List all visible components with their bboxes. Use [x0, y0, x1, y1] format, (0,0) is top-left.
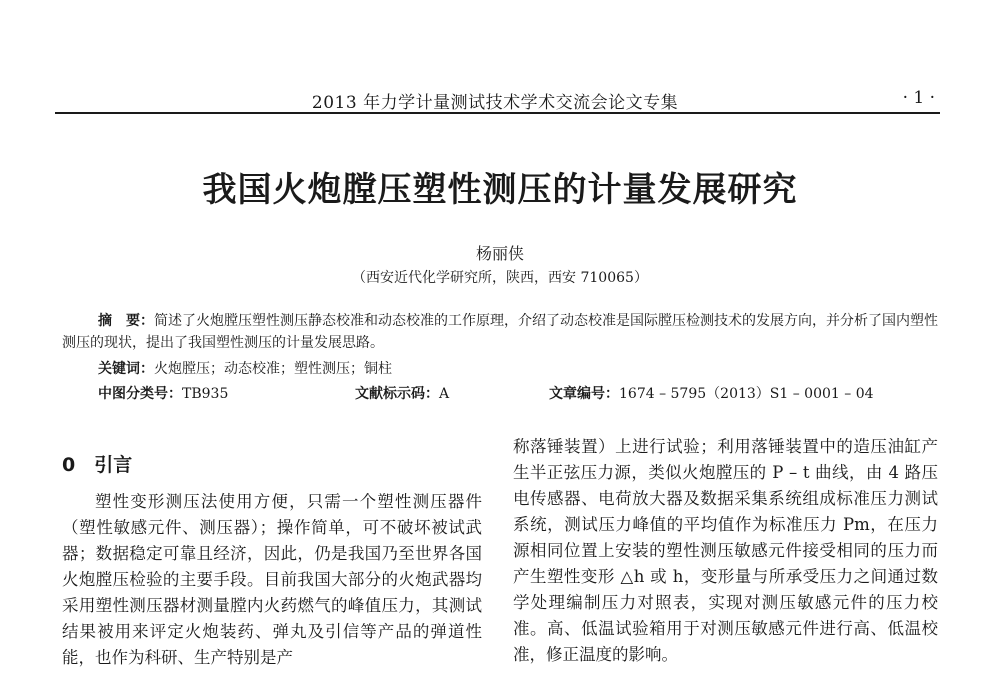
right-column-text: 称落锤装置）上进行试验；利用落锤装置中的造压油缸产生半正弦压力源，类似火炮膛压的 P – t 曲线，由 4 路压电传感器、电荷放大器及数据采集系统组成标准压力测试系统，测试压力峰值的平均值作为标准压力 Pm，在压力源相同位置上安装的塑性测压敏感元件接受相同的压力而产生塑性变形 △h 或 h，变形量与所承受压力之间通过数学处理编制压力对照表，实现对测压敏感元件的压力校准。高、低温试验箱用于对测压敏感元件进行高、低温校准，修正温度的影响。	[513, 437, 938, 664]
article-no-value: 1674 – 5795（2013）S1 – 0001 – 04	[619, 386, 874, 402]
paper-title: 我国火炮膛压塑性测压的计量发展研究	[202, 170, 798, 210]
section-heading	[62, 450, 132, 477]
keywords	[98, 358, 392, 378]
left-column-text: 塑性变形测压法使用方便，只需一个塑性测压器件（塑性敏感元件、测压器）；操作简单，可不破坏被试武器；数据稳定可靠且经济，因此，仍是我国乃至世界各国火炮膛压检验的主要手段。目前我国大部分的火炮武器均采用塑性测压器材测量膛内火药燃气的峰值压力，其测试结果被用来评定火炮装药、弹丸及引信等产品的弹道性能，也作为科研、生产特别是产	[62, 492, 482, 667]
doc-code-value: A	[439, 386, 450, 402]
keywords-text: 火炮膛压；动态校准；塑性测压；铜柱	[154, 361, 392, 377]
keywords-label: 关键词：	[98, 361, 154, 377]
journal-title: 2013 年力学计量测试技术学术交流会论文专集	[311, 93, 679, 113]
section-title: 引言	[94, 454, 133, 476]
page-number: · 1 ·	[902, 88, 935, 108]
clc-number	[98, 383, 228, 403]
abstract	[62, 310, 938, 354]
article-number	[549, 383, 874, 403]
section-number: 0	[62, 454, 76, 476]
running-header	[55, 88, 935, 113]
article-no-label: 文章编号：	[549, 386, 619, 402]
document-code	[355, 383, 449, 403]
clc-value: TB935	[182, 386, 229, 402]
abstract-label: 摘 要：	[98, 313, 154, 329]
clc-label: 中图分类号：	[98, 386, 182, 402]
author: 杨丽侠	[475, 244, 524, 263]
doc-code-label: 文献标示码：	[355, 386, 439, 402]
abstract-text: 简述了火炮膛压塑性测压静态校准和动态校准的工作原理，介绍了动态校准是国际膛压检测技术的发展方向，并分析了国内塑性测压的现状，提出了我国塑性测压的计量发展思路。	[62, 313, 938, 351]
header-rule	[55, 112, 940, 114]
affiliation: （西安近代化学研究所，陕西，西安 710065）	[352, 270, 648, 286]
